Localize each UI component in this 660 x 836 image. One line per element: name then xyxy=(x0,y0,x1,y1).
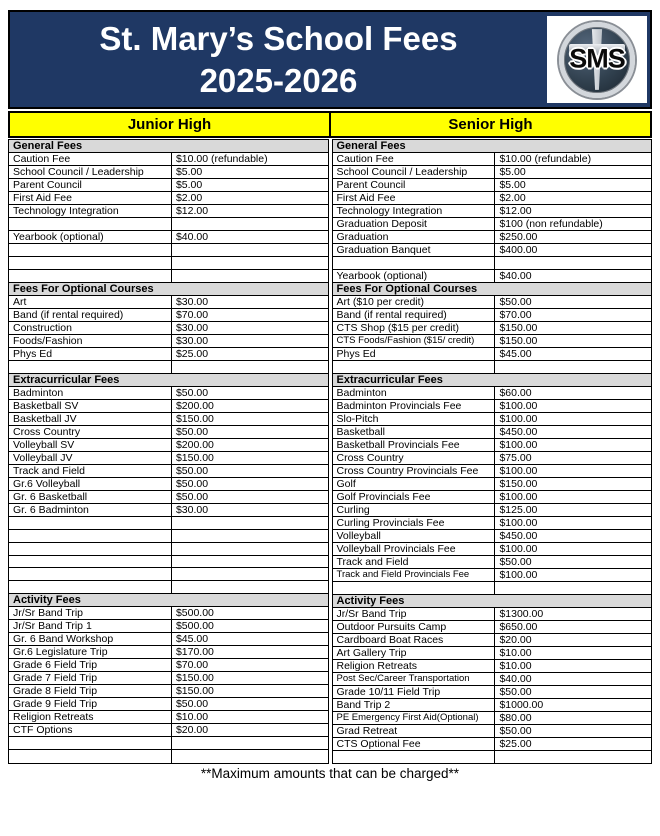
fee-label: Phys Ed xyxy=(332,347,495,360)
fee-label: Caution Fee xyxy=(9,153,172,166)
fee-tables xyxy=(8,139,652,764)
fee-value: $500.00 xyxy=(171,607,328,620)
fee-row xyxy=(9,256,329,269)
fee-label xyxy=(9,360,172,373)
fee-value xyxy=(171,568,328,581)
fee-row xyxy=(9,399,329,412)
fee-value xyxy=(171,542,328,555)
fee-value xyxy=(495,360,652,373)
fee-value: $200.00 xyxy=(171,438,328,451)
fee-label: First Aid Fee xyxy=(332,192,495,205)
fee-label xyxy=(9,529,172,542)
fee-value: $2.00 xyxy=(171,192,328,205)
fee-row xyxy=(332,347,652,360)
logo-monogram: SMS xyxy=(569,42,625,73)
fee-row xyxy=(9,724,329,737)
fee-value: $100.00 xyxy=(495,490,652,503)
fee-row xyxy=(332,438,652,451)
fee-row xyxy=(332,607,652,620)
fee-row xyxy=(332,620,652,633)
fee-row xyxy=(332,334,652,347)
fee-label: Cardboard Boat Races xyxy=(332,633,495,646)
fee-value: $150.00 xyxy=(171,451,328,464)
section-header: Fees For Optional Courses xyxy=(9,282,329,295)
fee-label xyxy=(9,568,172,581)
fee-row xyxy=(9,659,329,672)
senior-high-fee-table xyxy=(332,139,653,764)
fee-label: Volleyball xyxy=(332,529,495,542)
fee-label: Curling Provincials Fee xyxy=(332,516,495,529)
fee-label: Technology Integration xyxy=(332,205,495,218)
fee-row xyxy=(332,555,652,568)
fee-value: $50.00 xyxy=(495,295,652,308)
fee-row xyxy=(9,711,329,724)
fee-label: Graduation xyxy=(332,231,495,244)
fee-value: $10.00 xyxy=(171,711,328,724)
fee-value: $200.00 xyxy=(171,399,328,412)
fee-label: Golf Provincials Fee xyxy=(332,490,495,503)
section-header-row xyxy=(332,282,652,295)
fee-value: $50.00 xyxy=(495,724,652,737)
fee-label xyxy=(9,737,172,750)
fee-label: Graduation Banquet xyxy=(332,244,495,257)
fee-value: $100.00 xyxy=(495,542,652,555)
fee-row xyxy=(9,308,329,321)
fee-label: Cross Country xyxy=(332,451,495,464)
fee-label xyxy=(9,256,172,269)
fee-row xyxy=(9,477,329,490)
fee-value: $150.00 xyxy=(495,334,652,347)
fee-row xyxy=(9,243,329,256)
fee-label: Cross Country xyxy=(9,425,172,438)
fee-label: Gr. 6 Basketball xyxy=(9,490,172,503)
fee-row xyxy=(9,542,329,555)
fee-label: Badminton xyxy=(9,386,172,399)
fee-row xyxy=(9,166,329,179)
fee-row xyxy=(9,412,329,425)
fee-value: $20.00 xyxy=(171,724,328,737)
fee-label: Band Trip 2 xyxy=(332,698,495,711)
section-header-row xyxy=(9,282,329,295)
fee-label: CTS Optional Fee xyxy=(332,737,495,750)
fee-row xyxy=(332,321,652,334)
fee-row xyxy=(9,490,329,503)
fee-value: $50.00 xyxy=(171,464,328,477)
fee-value: $40.00 xyxy=(495,672,652,685)
fee-row xyxy=(332,257,652,270)
fee-row xyxy=(332,179,652,192)
fee-row xyxy=(9,321,329,334)
fee-label: Yearbook (optional) xyxy=(332,269,495,282)
fee-value: $50.00 xyxy=(495,685,652,698)
section-header: Extracurricular Fees xyxy=(332,373,652,386)
fee-row xyxy=(9,205,329,218)
section-header: General Fees xyxy=(332,140,652,153)
fee-label: Gr.6 Volleyball xyxy=(9,477,172,490)
fee-value xyxy=(495,257,652,270)
fee-value: $100.00 xyxy=(495,438,652,451)
fee-label: Parent Council xyxy=(9,179,172,192)
fee-label: Basketball Provincials Fee xyxy=(332,438,495,451)
fee-label: Technology Integration xyxy=(9,205,172,218)
fee-label xyxy=(9,750,172,764)
section-header: Fees For Optional Courses xyxy=(332,282,652,295)
fee-row xyxy=(332,646,652,659)
fee-label: Construction xyxy=(9,321,172,334)
fee-value: $45.00 xyxy=(171,633,328,646)
fee-value: $150.00 xyxy=(171,672,328,685)
fee-row xyxy=(9,607,329,620)
fee-label: Track and Field xyxy=(9,464,172,477)
fee-label: Grad Retreat xyxy=(332,724,495,737)
fee-row xyxy=(9,218,329,231)
fee-value xyxy=(171,360,328,373)
fee-label: Volleyball Provincials Fee xyxy=(332,542,495,555)
fee-value: $125.00 xyxy=(495,503,652,516)
column-header-junior-high: Junior High xyxy=(8,111,330,138)
fee-label xyxy=(9,243,172,256)
fee-row xyxy=(332,399,652,412)
fee-label: Outdoor Pursuits Camp xyxy=(332,620,495,633)
section-header-row xyxy=(332,594,652,607)
fee-row xyxy=(332,529,652,542)
fee-row xyxy=(332,244,652,257)
fee-value: $50.00 xyxy=(171,490,328,503)
fee-label xyxy=(9,269,172,282)
fee-value: $100.00 xyxy=(495,568,652,581)
fee-label: CTS Shop ($15 per credit) xyxy=(332,321,495,334)
fee-label xyxy=(9,516,172,529)
fee-label: Volleyball SV xyxy=(9,438,172,451)
fee-value: $30.00 xyxy=(171,503,328,516)
fee-row xyxy=(332,205,652,218)
fee-value xyxy=(171,581,328,594)
fee-value: $50.00 xyxy=(495,555,652,568)
fee-row xyxy=(332,659,652,672)
fee-label xyxy=(332,581,495,594)
fee-label: Religion Retreats xyxy=(332,659,495,672)
section-header-row xyxy=(332,373,652,386)
fee-value xyxy=(171,737,328,750)
fee-value: $12.00 xyxy=(171,205,328,218)
fee-value: $1000.00 xyxy=(495,698,652,711)
fee-label: Gr.6 Legislature Trip xyxy=(9,646,172,659)
fee-value: $150.00 xyxy=(171,412,328,425)
fee-label: Basketball SV xyxy=(9,399,172,412)
fee-label: Parent Council xyxy=(332,179,495,192)
section-header-row xyxy=(9,594,329,607)
fee-value: $70.00 xyxy=(495,308,652,321)
fee-row xyxy=(332,192,652,205)
fee-row xyxy=(332,711,652,724)
fee-label: Yearbook (optional) xyxy=(9,230,172,243)
junior-high-fee-table xyxy=(8,139,329,764)
fee-value: $1300.00 xyxy=(495,607,652,620)
fee-row xyxy=(332,633,652,646)
school-crest-icon xyxy=(559,22,635,98)
fee-label: Graduation Deposit xyxy=(332,218,495,231)
fee-value: $450.00 xyxy=(495,529,652,542)
fee-row xyxy=(9,685,329,698)
fee-label: School Council / Leadership xyxy=(9,166,172,179)
fee-value: $5.00 xyxy=(171,166,328,179)
fee-value: $400.00 xyxy=(495,244,652,257)
fee-row xyxy=(9,153,329,166)
fee-label: Art Gallery Trip xyxy=(332,646,495,659)
fee-value: $5.00 xyxy=(171,179,328,192)
school-logo xyxy=(547,16,647,103)
section-header: General Fees xyxy=(9,140,329,153)
fee-label: Slo-Pitch xyxy=(332,412,495,425)
fee-value: $150.00 xyxy=(171,685,328,698)
fee-row xyxy=(9,179,329,192)
fee-row xyxy=(332,218,652,231)
fee-label: Grade 9 Field Trip xyxy=(9,698,172,711)
fee-label: Phys Ed xyxy=(9,347,172,360)
fee-value: $170.00 xyxy=(171,646,328,659)
fee-value: $650.00 xyxy=(495,620,652,633)
column-header-band xyxy=(8,111,652,138)
fee-label: Track and Field Provincials Fee xyxy=(332,568,495,581)
fee-label: Art ($10 per credit) xyxy=(332,295,495,308)
fee-label: CTF Options xyxy=(9,724,172,737)
fee-label: School Council / Leadership xyxy=(332,166,495,179)
fee-label: Gr. 6 Band Workshop xyxy=(9,633,172,646)
fee-value: $100 (non refundable) xyxy=(495,218,652,231)
fee-row xyxy=(332,295,652,308)
fee-value: $500.00 xyxy=(171,620,328,633)
fee-row xyxy=(9,347,329,360)
fee-value: $100.00 xyxy=(495,399,652,412)
fee-label: Grade 10/11 Field Trip xyxy=(332,685,495,698)
fee-row xyxy=(9,269,329,282)
fee-row xyxy=(9,698,329,711)
fee-row xyxy=(9,425,329,438)
fee-value: $150.00 xyxy=(495,477,652,490)
fee-row xyxy=(332,724,652,737)
fee-value: $80.00 xyxy=(495,711,652,724)
fee-value: $40.00 xyxy=(171,230,328,243)
fee-value: $250.00 xyxy=(495,231,652,244)
fee-value: $10.00 (refundable) xyxy=(171,153,328,166)
fee-row xyxy=(332,166,652,179)
fee-row xyxy=(9,620,329,633)
fee-row xyxy=(332,451,652,464)
fee-value: $10.00 xyxy=(495,646,652,659)
fee-value: $2.00 xyxy=(495,192,652,205)
fee-value xyxy=(171,256,328,269)
fee-value: $30.00 xyxy=(171,295,328,308)
fee-value xyxy=(171,750,328,764)
fee-row xyxy=(9,503,329,516)
fee-label: Badminton Provincials Fee xyxy=(332,399,495,412)
section-header: Activity Fees xyxy=(9,594,329,607)
fee-label: Band (if rental required) xyxy=(332,308,495,321)
fee-label: Grade 8 Field Trip xyxy=(9,685,172,698)
fee-row xyxy=(9,438,329,451)
fee-value xyxy=(171,555,328,568)
page-title xyxy=(10,18,547,102)
fee-label: Basketball JV xyxy=(9,412,172,425)
fee-label: Golf xyxy=(332,477,495,490)
fee-row xyxy=(332,542,652,555)
fee-value: $30.00 xyxy=(171,321,328,334)
fee-row xyxy=(9,464,329,477)
fee-value: $60.00 xyxy=(495,386,652,399)
fee-value: $10.00 xyxy=(495,659,652,672)
fee-label xyxy=(332,750,495,763)
page-title-line2: 2025-2026 xyxy=(199,61,358,99)
fee-value xyxy=(171,529,328,542)
fee-row xyxy=(332,412,652,425)
fee-value: $30.00 xyxy=(171,334,328,347)
title-banner xyxy=(8,10,652,109)
fee-row xyxy=(332,503,652,516)
fee-row xyxy=(332,386,652,399)
fee-label: Art xyxy=(9,295,172,308)
fee-row xyxy=(9,633,329,646)
fee-row xyxy=(332,737,652,750)
fee-value: $75.00 xyxy=(495,451,652,464)
fee-row xyxy=(9,386,329,399)
fee-row xyxy=(332,568,652,581)
fee-label xyxy=(332,257,495,270)
fee-row xyxy=(332,425,652,438)
fee-label xyxy=(9,581,172,594)
fee-row xyxy=(332,153,652,166)
fee-row xyxy=(9,334,329,347)
fee-label: Curling xyxy=(332,503,495,516)
fee-row xyxy=(9,555,329,568)
fee-row xyxy=(332,308,652,321)
fee-row xyxy=(9,737,329,750)
fee-row xyxy=(332,231,652,244)
fee-value xyxy=(171,269,328,282)
fee-row xyxy=(332,464,652,477)
fee-value: $150.00 xyxy=(495,321,652,334)
fee-value xyxy=(495,750,652,763)
fee-label: Post Sec/Career Transportation xyxy=(332,672,495,685)
fee-value: $12.00 xyxy=(495,205,652,218)
fee-value: $70.00 xyxy=(171,308,328,321)
fee-label: Jr/Sr Band Trip 1 xyxy=(9,620,172,633)
fee-label xyxy=(332,360,495,373)
fee-row xyxy=(332,698,652,711)
fee-value xyxy=(171,516,328,529)
fee-value: $50.00 xyxy=(171,477,328,490)
fee-value: $5.00 xyxy=(495,166,652,179)
fee-row xyxy=(332,581,652,594)
fee-value: $50.00 xyxy=(171,698,328,711)
fee-value: $25.00 xyxy=(171,347,328,360)
fee-label xyxy=(9,218,172,231)
fee-row xyxy=(9,529,329,542)
fee-value: $50.00 xyxy=(171,386,328,399)
fee-row xyxy=(9,360,329,373)
fee-value: $5.00 xyxy=(495,179,652,192)
fee-value xyxy=(495,581,652,594)
fee-row xyxy=(9,230,329,243)
fee-label: Basketball xyxy=(332,425,495,438)
fee-row xyxy=(332,750,652,763)
fee-row xyxy=(332,360,652,373)
fee-label: Grade 6 Field Trip xyxy=(9,659,172,672)
fee-row xyxy=(9,516,329,529)
fee-row xyxy=(332,269,652,282)
fee-label: Foods/Fashion xyxy=(9,334,172,347)
fee-row xyxy=(9,295,329,308)
section-header-row xyxy=(332,140,652,153)
fee-row xyxy=(332,516,652,529)
fee-label: Gr. 6 Badminton xyxy=(9,503,172,516)
fee-label: Track and Field xyxy=(332,555,495,568)
fee-value: $20.00 xyxy=(495,633,652,646)
fee-label: Jr/Sr Band Trip xyxy=(9,607,172,620)
fee-label: Religion Retreats xyxy=(9,711,172,724)
fee-row xyxy=(9,581,329,594)
fee-row xyxy=(9,192,329,205)
fee-value: $25.00 xyxy=(495,737,652,750)
fee-value: $50.00 xyxy=(171,425,328,438)
footer-note: **Maximum amounts that can be charged** xyxy=(200,765,460,781)
fee-label: Grade 7 Field Trip xyxy=(9,672,172,685)
fee-label: Volleyball JV xyxy=(9,451,172,464)
fee-row xyxy=(332,685,652,698)
fee-value xyxy=(171,243,328,256)
fee-label: CTS Foods/Fashion ($15/ credit) xyxy=(332,334,495,347)
fee-value: $100.00 xyxy=(495,412,652,425)
page-title-line1: St. Mary’s School Fees xyxy=(99,19,458,57)
fee-value: $45.00 xyxy=(495,347,652,360)
fee-label xyxy=(9,555,172,568)
fee-row xyxy=(332,477,652,490)
fee-label: Jr/Sr Band Trip xyxy=(332,607,495,620)
fee-value: $10.00 (refundable) xyxy=(495,153,652,166)
fee-value: $450.00 xyxy=(495,425,652,438)
fee-label: Caution Fee xyxy=(332,153,495,166)
fee-row xyxy=(332,490,652,503)
fee-label: First Aid Fee xyxy=(9,192,172,205)
fee-row xyxy=(9,451,329,464)
section-header-row xyxy=(9,140,329,153)
section-header-row xyxy=(9,373,329,386)
fee-value: $100.00 xyxy=(495,464,652,477)
fee-row xyxy=(9,568,329,581)
fee-label: Cross Country Provincials Fee xyxy=(332,464,495,477)
fee-row xyxy=(9,646,329,659)
fee-value xyxy=(171,218,328,231)
section-header: Extracurricular Fees xyxy=(9,373,329,386)
fee-label xyxy=(9,542,172,555)
column-header-senior-high: Senior High xyxy=(330,111,652,138)
fee-row xyxy=(9,750,329,764)
fee-label: Badminton xyxy=(332,386,495,399)
fee-value: $100.00 xyxy=(495,516,652,529)
fee-row xyxy=(9,672,329,685)
fee-row xyxy=(332,672,652,685)
section-header: Activity Fees xyxy=(332,594,652,607)
fee-label: PE Emergency First Aid(Optional) xyxy=(332,711,495,724)
fee-label: Band (if rental required) xyxy=(9,308,172,321)
fee-value: $70.00 xyxy=(171,659,328,672)
fee-value: $40.00 xyxy=(495,269,652,282)
